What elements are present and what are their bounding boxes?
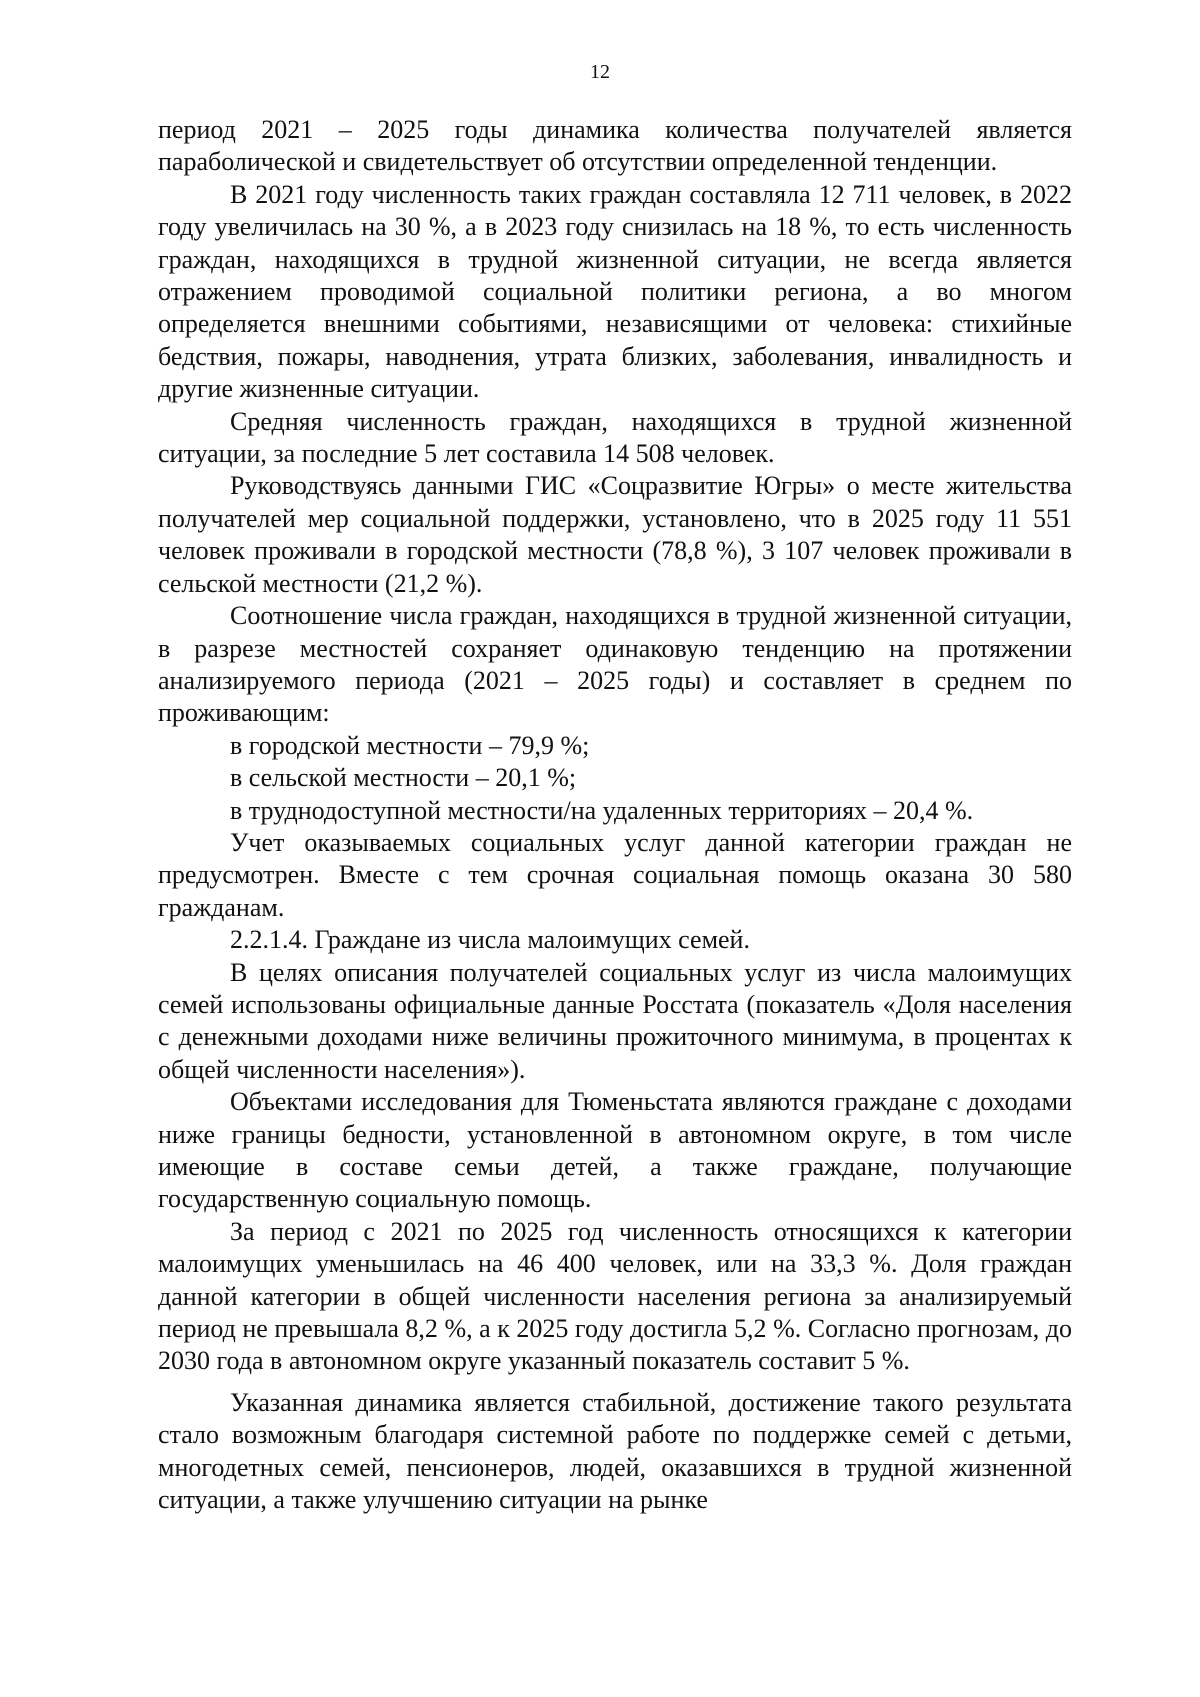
paragraph-gis-data: Руководствуясь данными ГИС «Соцразвитие Югры» о месте жительства получателей мер социальной поддержки, установлено, что в 2025 году 11 551 человек проживали в городской местности (78,8 %), 3 107 человек проживали в сельской местности (21,2 %). <box>158 471 1072 598</box>
paragraph-tyumenstat-objects: Объектами исследования для Тюменьстата являются граждане с доходами ниже границы бедности, установленной в автономном округе, в том числе имеющие в составе семьи детей, а также граждане, получающие государственную социальную помощь. <box>158 1087 1072 1214</box>
list-item-remote: в труднодоступной местности/на удаленных территориях – 20,4 %. <box>230 795 974 825</box>
paragraph-rosstat-data: В целях описания получателей социальных услуг из числа малоимущих семей использованы официальные данные Росстата (показатель «Доля населения с денежными доходами ниже величины прожиточного минимума, в процентах к общей численности населения»). <box>158 957 1072 1084</box>
paragraph-average-count: Средняя численность граждан, находящихся в трудной жизненной ситуации, за последние 5 лет составила 14 508 человек. <box>158 406 1072 469</box>
list-item-urban: в городской местности – 79,9 %; <box>230 730 590 760</box>
section-heading-2-2-1-4: 2.2.1.4. Граждане из числа малоимущих семей. <box>230 925 750 955</box>
paragraph-low-income-dynamics: За период с 2021 по 2025 год численность относящихся к категории малоимущих уменьшилась на 46 400 человек, или на 33,3 %. Доля граждан данной категории в общей численности населения региона за анализируемый период не превышала 8,2 %, а к 2025 году достигла 5,2 %. Согласно прогнозам, до 2030 года в автономном округе указанный показатель составит 5 %. <box>158 1216 1072 1376</box>
document-body <box>158 114 1072 1516</box>
paragraph-ratio: Соотношение числа граждан, находящихся в трудной жизненной ситуации, в разрезе местностей сохраняет одинаковую тенденцию на протяжении анализируемого периода (2021 – 2025 годы) и составляет в среднем по проживающим: <box>158 601 1072 728</box>
page-number: 12 <box>590 61 610 83</box>
paragraph-services-accounting: Учет оказываемых социальных услуг данной категории граждан не предусмотрен. Вместе с тем срочная социальная помощь оказана 30 580 гражданам. <box>158 827 1072 922</box>
list-item-rural: в сельской местности – 20,1 %; <box>230 763 577 793</box>
paragraph-continuation: период 2021 – 2025 годы динамика количества получателей является параболической и свидетельствует об отсутствии определенной тенденции. <box>158 115 1072 177</box>
paragraph-2021-count: В 2021 году численность таких граждан составляла 12 711 человек, в 2022 году увеличилась на 30 %, а в 2023 году снизилась на 18 %, то есть численность граждан, находящихся в трудной жизненной ситуации, не всегда является отражением проводимой социальной политики региона, а во многом определяется внешними событиями, независящими от человека: стихийные бедствия, пожары, наводнения, утрата близких, заболевания, инвалидность и другие жизненные ситуации. <box>158 179 1072 404</box>
paragraph-stability: Указанная динамика является стабильной, достижение такого результата стало возможным благодаря системной работе по поддержке семей с детьми, многодетных семей, пенсионеров, людей, оказавшихся в трудной жизненной ситуации, а также улучшению ситуации на рынке <box>158 1387 1072 1515</box>
